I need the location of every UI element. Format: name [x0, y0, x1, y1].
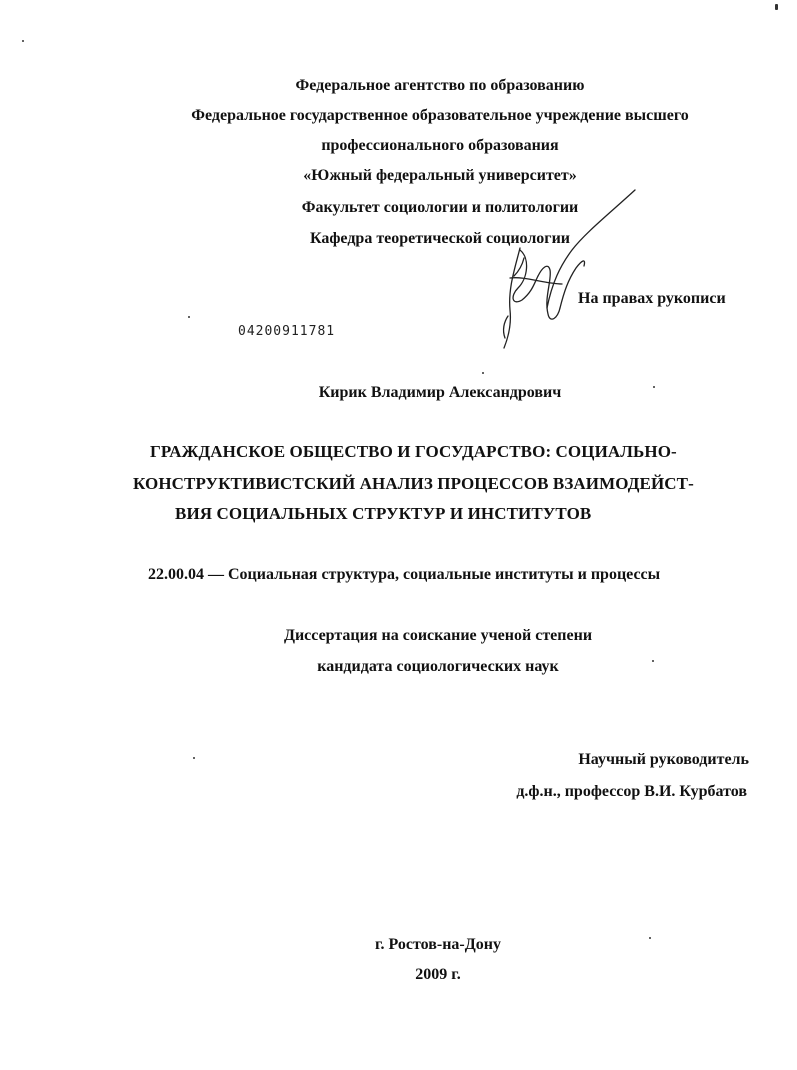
scan-speck	[649, 937, 651, 939]
dissertation-line-1: Диссертация на соискание ученой степени	[283, 627, 593, 644]
institution-line-2: профессионального образования	[321, 137, 559, 154]
dissertation-line-2: кандидата социологических наук	[317, 658, 559, 675]
author-name: Кирик Владимир Александрович	[318, 384, 562, 401]
scan-speck	[193, 757, 195, 759]
signature-icon	[490, 188, 640, 358]
scan-speck	[22, 40, 24, 42]
manuscript-note: На правах рукописи	[578, 290, 726, 307]
supervisor-name: д.ф.н., профессор В.И. Курбатов	[516, 783, 747, 800]
scan-speck	[188, 316, 190, 318]
agency-name: Федеральное агентство по образованию	[295, 77, 585, 94]
university-name: «Южный федеральный университет»	[303, 167, 577, 184]
scan-speck	[775, 4, 778, 10]
specialty-code: 22.00.04 — Социальная структура, социальные институты и процессы	[148, 566, 661, 583]
department-name: Кафедра теоретической социологии	[309, 230, 571, 247]
title-line-2: КОНСТРУКТИВИСТСКИЙ АНАЛИЗ ПРОЦЕССОВ ВЗАИМОДЕЙСТ-	[133, 474, 694, 493]
catalog-number: 04200911781	[238, 324, 336, 339]
scan-speck	[482, 372, 484, 374]
city-name: г. Ростов-на-Дону	[375, 936, 501, 953]
scan-speck	[653, 386, 655, 388]
year-label: 2009 г.	[415, 966, 461, 983]
institution-line-1: Федеральное государственное образовательное учреждение высшего	[191, 107, 689, 124]
title-line-3: ВИЯ СОЦИАЛЬНЫХ СТРУКТУР И ИНСТИТУТОВ	[175, 504, 592, 523]
faculty-name: Факультет социологии и политологии	[301, 199, 579, 216]
supervisor-label: Научный руководитель	[578, 751, 749, 768]
title-line-1: ГРАЖДАНСКОЕ ОБЩЕСТВО И ГОСУДАРСТВО: СОЦИАЛЬНО-	[150, 442, 677, 461]
scan-speck	[652, 660, 654, 662]
